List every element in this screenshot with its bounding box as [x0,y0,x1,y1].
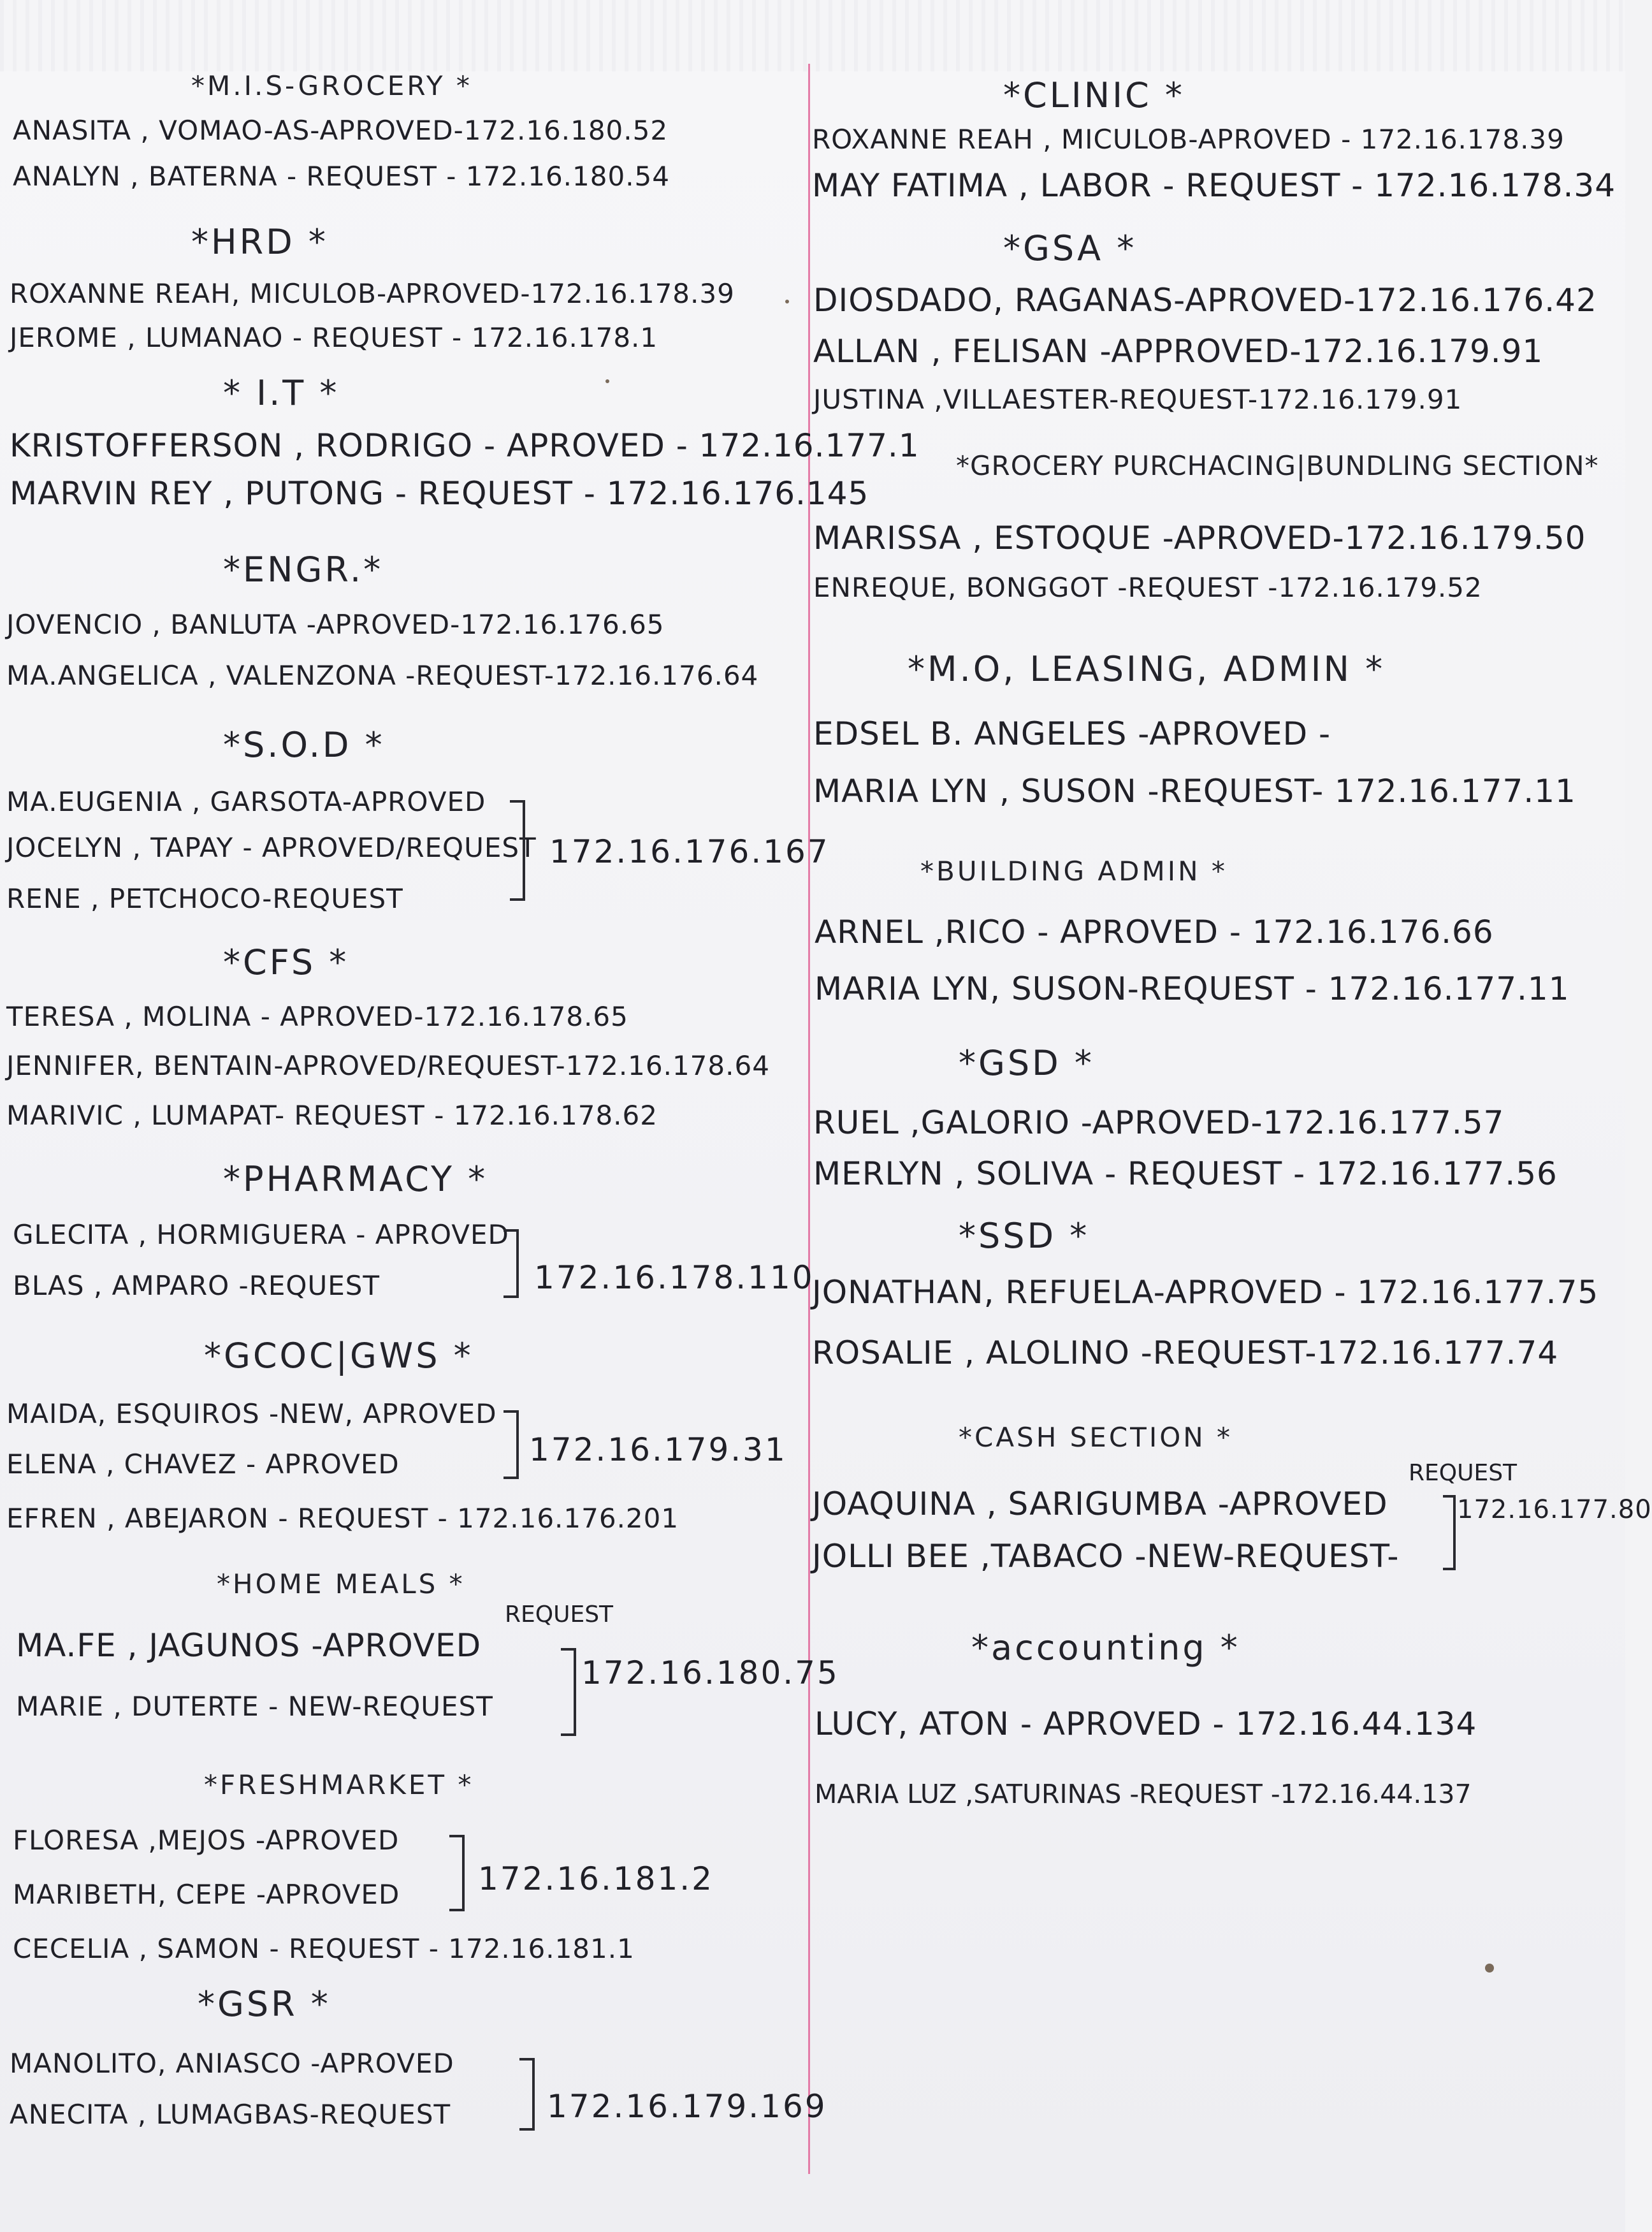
entry-line: KRISTOFFERSON , RODRIGO - APROVED - 172.16.177.1 [10,427,920,464]
bracket [1443,1495,1456,1570]
section-title-gsd: *GSD * [959,1043,1094,1083]
section-title-sod: *S.O.D * [223,725,385,765]
bracket [449,1835,465,1911]
section-title-gsa: *GSA * [1003,228,1137,268]
entry-line: MAY FATIMA , LABOR - REQUEST - 172.16.178.34 [812,167,1616,204]
bracket [519,2058,535,2131]
ip-address: 172.16.177.80 [1457,1495,1652,1524]
entry-line: MARIVIC , LUMAPAT- REQUEST - 172.16.178.62 [6,1100,658,1131]
section-title-cash: *CASH SECTION * [959,1422,1233,1453]
entry-line: TERESA , MOLINA - APROVED-172.16.178.65 [6,1001,628,1032]
entry-line: RENE , PETCHOCO-REQUEST [6,883,403,914]
ip-address: 172.16.179.31 [529,1431,787,1468]
entry-line: LUCY, ATON - APROVED - 172.16.44.134 [815,1705,1477,1742]
entry-line: JOVENCIO , BANLUTA -APROVED-172.16.176.65 [6,609,665,640]
entry-line: EFREN , ABEJARON - REQUEST - 172.16.176.201 [6,1503,679,1534]
entry-line: MARIE , DUTERTE - NEW-REQUEST [16,1691,493,1722]
entry-line: JOCELYN , TAPAY - APROVED/REQUEST [6,832,537,863]
speck [1485,1964,1494,1973]
ip-address: 172.16.181.2 [478,1860,714,1897]
bracket [561,1648,576,1736]
section-title-building-admin: *BUILDING ADMIN * [920,856,1228,887]
section-title-gsr: *GSR * [198,1984,331,2024]
entry-line: JOLLI BEE ,TABACO -NEW-REQUEST- [812,1538,1400,1575]
ip-address: 172.16.176.167 [549,833,830,870]
section-title-pharmacy: *PHARMACY * [223,1159,488,1199]
ip-address: 172.16.180.75 [581,1654,839,1691]
entry-line: MERLYN , SOLIVA - REQUEST - 172.16.177.56 [813,1155,1558,1192]
bracket [510,800,525,901]
entry-line: ELENA , CHAVEZ - APROVED [6,1448,400,1480]
entry-line: RUEL ,GALORIO -APROVED-172.16.177.57 [813,1104,1505,1141]
entry-line: JUSTINA ,VILLAESTER-REQUEST-172.16.179.91 [813,384,1463,415]
section-title-cfs: *CFS * [223,942,349,982]
entry-line: MARIBETH, CEPE -APROVED [13,1879,400,1910]
entry-line: ROSALIE , ALOLINO -REQUEST-172.16.177.74 [812,1334,1559,1371]
entry-line: MA.FE , JAGUNOS -APROVED [16,1627,482,1664]
ip-address: 172.16.178.110 [534,1259,815,1296]
entry-line: ROXANNE REAH , MICULOB-APROVED - 172.16.178.39 [812,124,1565,155]
entry-line: JOAQUINA , SARIGUMBA -APROVED [812,1485,1388,1522]
section-title-hrd: *HRD * [191,222,328,262]
section-title-clinic: *CLINIC * [1003,75,1185,115]
entry-line: ANECITA , LUMAGBAS-REQUEST [10,2099,451,2130]
entry-line: DIOSDADO, RAGANAS-APROVED-172.16.176.42 [813,282,1597,319]
entry-line: JEROME , LUMANAO - REQUEST - 172.16.178.1 [10,322,658,353]
section-title-home-meals: *HOME MEALS * [217,1568,465,1600]
section-title-engr: *ENGR.* [223,550,384,590]
entry-line: JONATHAN, REFUELA-APROVED - 172.16.177.75 [812,1274,1599,1311]
section-title-mo-leasing: *M.O, LEASING, ADMIN * [908,649,1386,689]
entry-line: MARIA LUZ ,SATURINAS -REQUEST -172.16.44.137 [815,1779,1472,1809]
bracket [504,1410,519,1479]
entry-line: ALLAN , FELISAN -APPROVED-172.16.179.91 [813,333,1544,370]
entry-line: MARIA LYN, SUSON-REQUEST - 172.16.177.11 [815,970,1570,1007]
request-note: REQUEST [1409,1460,1518,1486]
entry-line: ANALYN , BATERNA - REQUEST - 172.16.180.54 [13,161,670,192]
entry-line: CECELIA , SAMON - REQUEST - 172.16.181.1 [13,1933,635,1964]
entry-line: ENREQUE, BONGGOT -REQUEST -172.16.179.52 [813,572,1482,603]
section-title-gcoc: *GCOC|GWS * [204,1336,474,1376]
bracket [504,1229,519,1298]
section-title-accounting: *accounting * [971,1628,1240,1668]
section-title-freshmarket: *FRESHMARKET * [204,1769,474,1800]
entry-line: BLAS , AMPARO -REQUEST [13,1270,380,1301]
entry-line: MA.ANGELICA , VALENZONA -REQUEST-172.16.176.64 [6,660,759,691]
perforated-edge [0,0,1625,71]
entry-line: MARIA LYN , SUSON -REQUEST- 172.16.177.11 [813,773,1576,810]
entry-line: ROXANNE REAH, MICULOB-APROVED-172.16.178.39 [10,278,735,309]
entry-line: EDSEL B. ANGELES -APROVED - [813,715,1331,752]
entry-line: MAIDA, ESQUIROS -NEW, APROVED [6,1398,497,1429]
entry-line: MARISSA , ESTOQUE -APROVED-172.16.179.50 [813,520,1586,557]
section-title-mis: *M.I.S-GROCERY * [191,70,472,101]
entry-line: MARVIN REY , PUTONG - REQUEST - 172.16.176.145 [10,475,869,512]
speck [785,300,789,303]
entry-line: JENNIFER, BENTAIN-APROVED/REQUEST-172.16.178.64 [6,1050,770,1081]
entry-line: ANASITA , VOMAO-AS-APROVED-172.16.180.52 [13,115,669,146]
entry-line: MANOLITO, ANIASCO -APROVED [10,2048,454,2079]
entry-line: GLECITA , HORMIGUERA - APROVED [13,1219,509,1250]
entry-line: MA.EUGENIA , GARSOTA-APROVED [6,786,486,817]
entry-line: ARNEL ,RICO - APROVED - 172.16.176.66 [815,914,1494,951]
section-title-it: * I.T * [223,373,340,413]
section-title-grocery-purchacing: *GROCERY PURCHACING|BUNDLING SECTION* [956,450,1599,481]
request-note: REQUEST [505,1601,614,1628]
speck [605,379,609,383]
section-title-ssd: *SSD * [959,1216,1090,1256]
margin-line [808,64,810,2174]
ip-address: 172.16.179.169 [547,2088,827,2125]
entry-line: FLORESA ,MEJOS -APROVED [13,1825,400,1856]
